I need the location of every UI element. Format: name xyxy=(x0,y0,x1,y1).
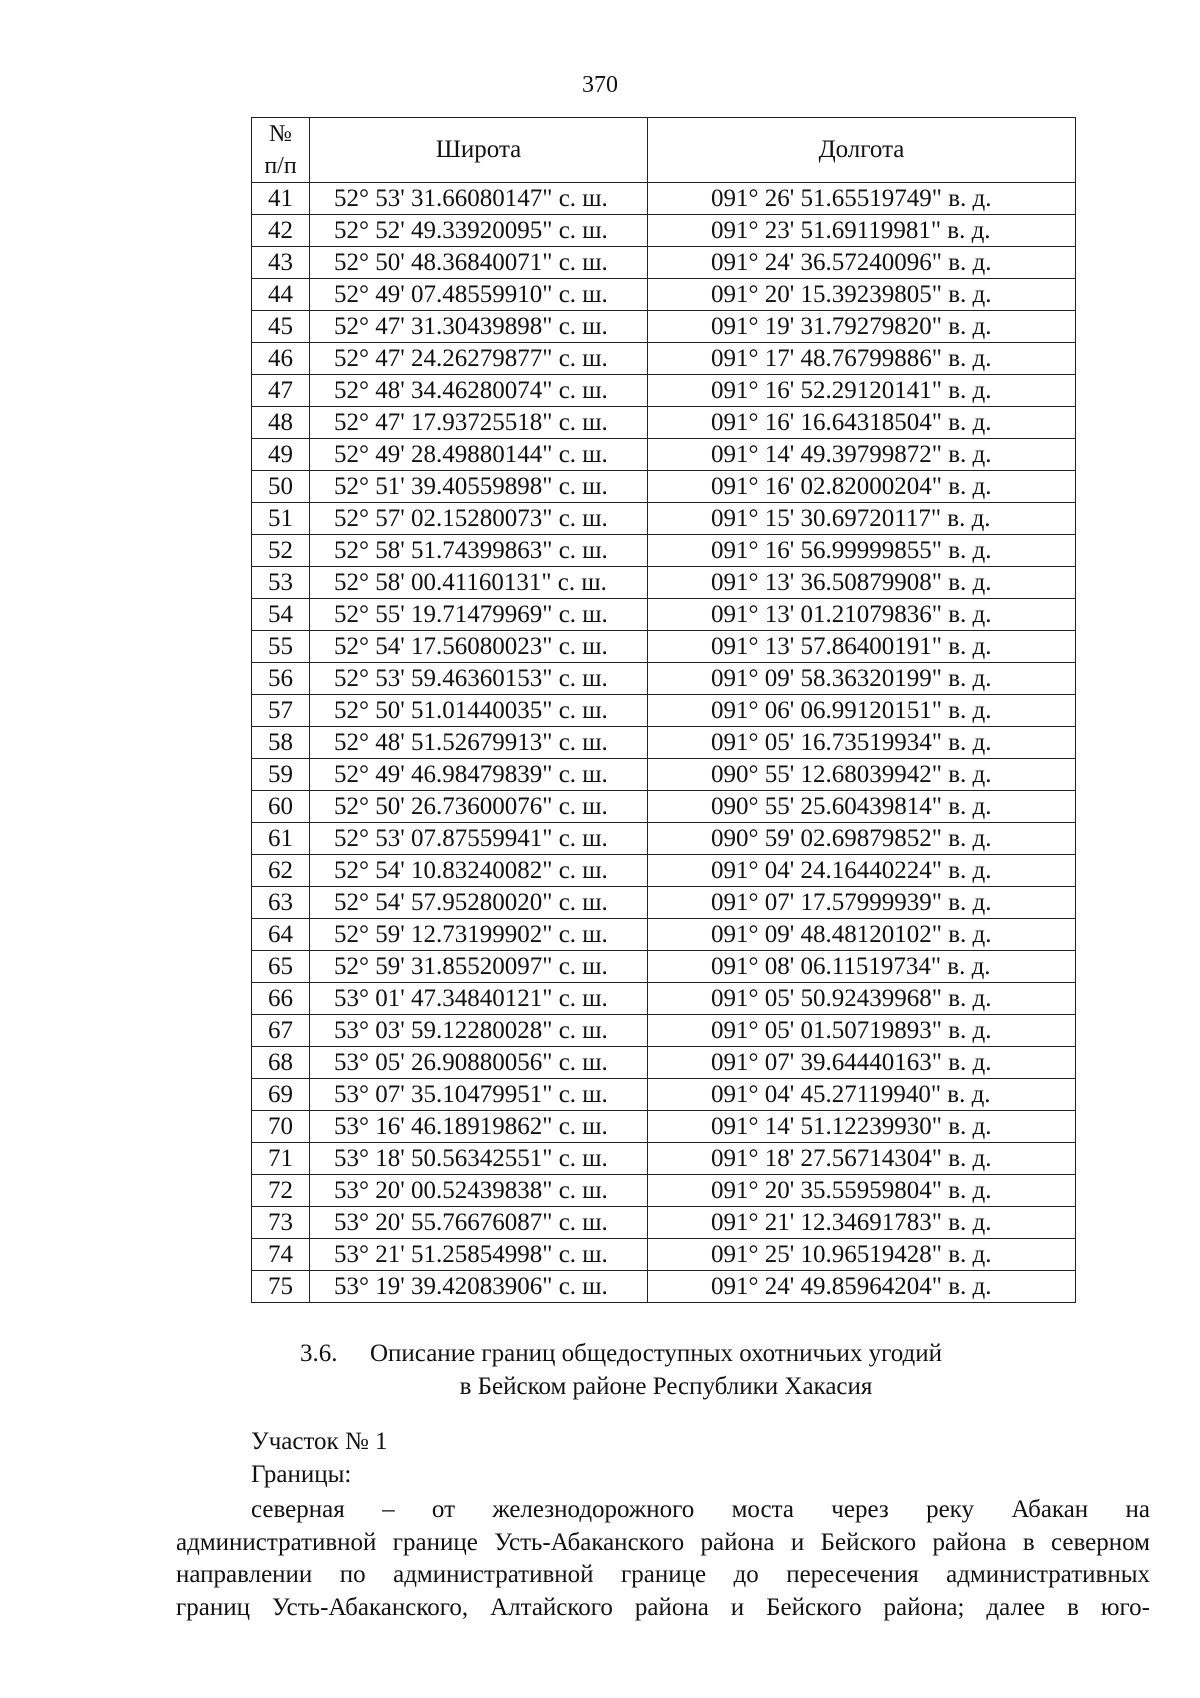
row-longitude: 091° 07' 39.64440163" в. д. xyxy=(648,1047,1076,1079)
table-row xyxy=(252,567,1076,599)
table-row xyxy=(252,599,1076,631)
row-longitude: 091° 14' 49.39799872" в. д. xyxy=(648,439,1076,471)
row-longitude: 090° 59' 02.69879852" в. д. xyxy=(648,823,1076,855)
row-latitude: 52° 53' 31.66080147" с. ш. xyxy=(310,183,648,215)
row-number: 43 xyxy=(252,247,310,279)
row-number: 44 xyxy=(252,279,310,311)
table-row xyxy=(252,407,1076,439)
row-longitude: 091° 16' 02.82000204" в. д. xyxy=(648,471,1076,503)
row-longitude: 091° 05' 16.73519934" в. д. xyxy=(648,727,1076,759)
table-row xyxy=(252,503,1076,535)
row-number: 50 xyxy=(252,471,310,503)
row-number: 57 xyxy=(252,695,310,727)
row-number: 61 xyxy=(252,823,310,855)
row-longitude: 091° 06' 06.99120151" в. д. xyxy=(648,695,1076,727)
row-number: 60 xyxy=(252,791,310,823)
row-longitude: 091° 16' 16.64318504" в. д. xyxy=(648,407,1076,439)
page-number: 370 xyxy=(582,72,618,98)
row-longitude: 091° 20' 35.55959804" в. д. xyxy=(648,1175,1076,1207)
row-number: 53 xyxy=(252,567,310,599)
row-longitude: 091° 17' 48.76799886" в. д. xyxy=(648,343,1076,375)
row-latitude: 53° 21' 51.25854998" с. ш. xyxy=(310,1239,648,1271)
section-number: 3.6. xyxy=(300,1340,338,1367)
row-number: 41 xyxy=(252,183,310,215)
table-body xyxy=(252,183,1076,1303)
row-latitude: 52° 57' 02.15280073" с. ш. xyxy=(310,503,648,535)
row-longitude: 091° 04' 45.27119940" в. д. xyxy=(648,1079,1076,1111)
row-latitude: 53° 19' 39.42083906" с. ш. xyxy=(310,1271,648,1303)
boundary-description xyxy=(176,1494,1150,1624)
row-longitude: 091° 19' 31.79279820" в. д. xyxy=(648,311,1076,343)
borders-label: Границы: xyxy=(251,1461,352,1488)
table-row xyxy=(252,1111,1076,1143)
paragraph-line: направлении по административной границе до пересечения административных xyxy=(176,1561,1150,1588)
paragraph-line: северная – от железнодорожного моста через реку Абакан на xyxy=(251,1496,1150,1523)
row-number: 71 xyxy=(252,1143,310,1175)
section-title-line2: в Бейском районе Республики Хакасия xyxy=(459,1373,873,1400)
paragraph-line: административной границе Усть-Абаканского района и Бейского района в северном xyxy=(176,1528,1150,1556)
row-number: 64 xyxy=(252,919,310,951)
row-latitude: 52° 47' 24.26279877" с. ш. xyxy=(310,343,648,375)
row-number: 46 xyxy=(252,343,310,375)
row-latitude: 52° 50' 26.73600076" с. ш. xyxy=(310,791,648,823)
row-longitude: 091° 13' 57.86400191" в. д. xyxy=(648,631,1076,663)
table-row xyxy=(252,759,1076,791)
row-number: 49 xyxy=(252,439,310,471)
row-number: 47 xyxy=(252,375,310,407)
row-number: 54 xyxy=(252,599,310,631)
row-longitude: 091° 05' 50.92439968" в. д. xyxy=(648,983,1076,1015)
row-longitude: 091° 09' 48.48120102" в. д. xyxy=(648,919,1076,951)
row-latitude: 53° 16' 46.18919862" с. ш. xyxy=(310,1111,648,1143)
table-row xyxy=(252,855,1076,887)
row-number: 56 xyxy=(252,663,310,695)
row-longitude: 091° 24' 49.85964204" в. д. xyxy=(648,1271,1076,1303)
row-longitude: 091° 07' 17.57999939" в. д. xyxy=(648,887,1076,919)
row-longitude: 091° 16' 52.29120141" в. д. xyxy=(648,375,1076,407)
row-longitude: 091° 08' 06.11519734" в. д. xyxy=(648,951,1076,983)
row-number: 63 xyxy=(252,887,310,919)
row-number: 48 xyxy=(252,407,310,439)
row-number: 67 xyxy=(252,1015,310,1047)
header-number xyxy=(252,118,310,183)
row-number: 65 xyxy=(252,951,310,983)
row-latitude: 53° 03' 59.12280028" с. ш. xyxy=(310,1015,648,1047)
table-row xyxy=(252,1047,1076,1079)
table-row xyxy=(252,375,1076,407)
header-latitude: Широта xyxy=(310,118,648,183)
row-latitude: 52° 49' 28.49880144" с. ш. xyxy=(310,439,648,471)
row-number: 58 xyxy=(252,727,310,759)
row-longitude: 091° 15' 30.69720117" в. д. xyxy=(648,503,1076,535)
row-longitude: 091° 21' 12.34691783" в. д. xyxy=(648,1207,1076,1239)
table-row xyxy=(252,983,1076,1015)
row-longitude: 091° 24' 36.57240096" в. д. xyxy=(648,247,1076,279)
row-latitude: 52° 50' 51.01440035" с. ш. xyxy=(310,695,648,727)
row-latitude: 52° 51' 39.40559898" с. ш. xyxy=(310,471,648,503)
row-number: 59 xyxy=(252,759,310,791)
table-row xyxy=(252,471,1076,503)
table-row xyxy=(252,631,1076,663)
row-latitude: 52° 59' 31.85520097" с. ш. xyxy=(310,951,648,983)
row-latitude: 52° 52' 49.33920095" с. ш. xyxy=(310,215,648,247)
row-latitude: 52° 49' 46.98479839" с. ш. xyxy=(310,759,648,791)
row-number: 62 xyxy=(252,855,310,887)
table-row xyxy=(252,791,1076,823)
table-row xyxy=(252,919,1076,951)
row-longitude: 091° 09' 58.36320199" в. д. xyxy=(648,663,1076,695)
table-row xyxy=(252,215,1076,247)
header-number-abbrev: п/п xyxy=(264,153,297,179)
row-longitude: 090° 55' 12.68039942" в. д. xyxy=(648,759,1076,791)
table-row xyxy=(252,887,1076,919)
row-longitude: 091° 25' 10.96519428" в. д. xyxy=(648,1239,1076,1271)
row-latitude: 53° 01' 47.34840121" с. ш. xyxy=(310,983,648,1015)
table-row xyxy=(252,823,1076,855)
table-row xyxy=(252,311,1076,343)
table-row xyxy=(252,279,1076,311)
row-latitude: 52° 48' 34.46280074" с. ш. xyxy=(310,375,648,407)
row-number: 72 xyxy=(252,1175,310,1207)
section-title-line1: Описание границ общедоступных охотничьих угодий xyxy=(370,1340,942,1367)
table-row xyxy=(252,951,1076,983)
row-longitude: 091° 18' 27.56714304" в. д. xyxy=(648,1143,1076,1175)
row-latitude: 52° 47' 31.30439898" с. ш. xyxy=(310,311,648,343)
row-latitude: 53° 05' 26.90880056" с. ш. xyxy=(310,1047,648,1079)
table-row xyxy=(252,247,1076,279)
row-latitude: 52° 59' 12.73199902" с. ш. xyxy=(310,919,648,951)
coordinates-table xyxy=(251,117,1076,1303)
table-row xyxy=(252,535,1076,567)
paragraph-line: границ Усть-Абаканского, Алтайского района и Бейского района; далее в юго- xyxy=(176,1593,1150,1621)
table-row xyxy=(252,439,1076,471)
row-latitude: 53° 20' 00.52439838" с. ш. xyxy=(310,1175,648,1207)
row-latitude: 52° 53' 07.87559941" с. ш. xyxy=(310,823,648,855)
row-latitude: 52° 58' 51.74399863" с. ш. xyxy=(310,535,648,567)
table-row xyxy=(252,1143,1076,1175)
table-row xyxy=(252,1015,1076,1047)
header-number-symbol: № xyxy=(269,121,292,147)
row-longitude: 091° 16' 56.99999855" в. д. xyxy=(648,535,1076,567)
table-row xyxy=(252,1079,1076,1111)
table-row xyxy=(252,1207,1076,1239)
table-row xyxy=(252,343,1076,375)
row-number: 42 xyxy=(252,215,310,247)
table-row xyxy=(252,663,1076,695)
table-row xyxy=(252,727,1076,759)
table-row xyxy=(252,1175,1076,1207)
header-longitude: Долгота xyxy=(648,118,1076,183)
row-latitude: 53° 07' 35.10479951" с. ш. xyxy=(310,1079,648,1111)
row-number: 70 xyxy=(252,1111,310,1143)
row-latitude: 52° 54' 10.83240082" с. ш. xyxy=(310,855,648,887)
row-longitude: 091° 04' 24.16440224" в. д. xyxy=(648,855,1076,887)
row-number: 52 xyxy=(252,535,310,567)
row-latitude: 52° 58' 00.41160131" с. ш. xyxy=(310,567,648,599)
table-row xyxy=(252,183,1076,215)
row-latitude: 52° 50' 48.36840071" с. ш. xyxy=(310,247,648,279)
row-longitude: 091° 13' 01.21079836" в. д. xyxy=(648,599,1076,631)
row-longitude: 091° 05' 01.50719893" в. д. xyxy=(648,1015,1076,1047)
row-latitude: 52° 54' 57.95280020" с. ш. xyxy=(310,887,648,919)
row-number: 51 xyxy=(252,503,310,535)
row-number: 55 xyxy=(252,631,310,663)
table-header-row xyxy=(252,118,1076,183)
row-longitude: 090° 55' 25.60439814" в. д. xyxy=(648,791,1076,823)
row-number: 66 xyxy=(252,983,310,1015)
row-longitude: 091° 13' 36.50879908" в. д. xyxy=(648,567,1076,599)
row-longitude: 091° 26' 51.65519749" в. д. xyxy=(648,183,1076,215)
row-latitude: 52° 48' 51.52679913" с. ш. xyxy=(310,727,648,759)
section-heading xyxy=(300,1337,1020,1403)
row-longitude: 091° 14' 51.12239930" в. д. xyxy=(648,1111,1076,1143)
table-row xyxy=(252,695,1076,727)
row-latitude: 52° 55' 19.71479969" с. ш. xyxy=(310,599,648,631)
row-number: 68 xyxy=(252,1047,310,1079)
row-latitude: 52° 47' 17.93725518" с. ш. xyxy=(310,407,648,439)
row-number: 75 xyxy=(252,1271,310,1303)
row-latitude: 52° 54' 17.56080023" с. ш. xyxy=(310,631,648,663)
row-longitude: 091° 23' 51.69119981" в. д. xyxy=(648,215,1076,247)
row-latitude: 53° 18' 50.56342551" с. ш. xyxy=(310,1143,648,1175)
row-latitude: 52° 53' 59.46360153" с. ш. xyxy=(310,663,648,695)
row-number: 45 xyxy=(252,311,310,343)
row-number: 73 xyxy=(252,1207,310,1239)
plot-title: Участок № 1 xyxy=(251,1428,388,1455)
row-number: 69 xyxy=(252,1079,310,1111)
table-row xyxy=(252,1239,1076,1271)
table-row xyxy=(252,1271,1076,1303)
row-latitude: 53° 20' 55.76676087" с. ш. xyxy=(310,1207,648,1239)
section-heading-line1 xyxy=(300,1337,1020,1370)
row-longitude: 091° 20' 15.39239805" в. д. xyxy=(648,279,1076,311)
row-number: 74 xyxy=(252,1239,310,1271)
row-latitude: 52° 49' 07.48559910" с. ш. xyxy=(310,279,648,311)
